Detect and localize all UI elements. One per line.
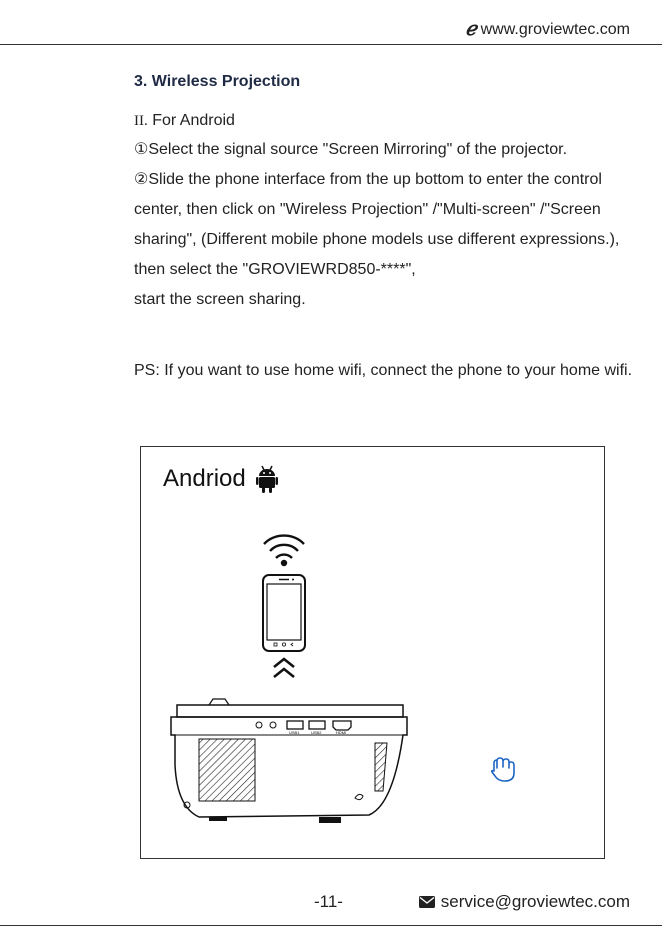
wifi-icon: [261, 532, 307, 568]
footer-email-text: service@groviewtec.com: [440, 892, 630, 911]
phone-icon: [262, 574, 306, 652]
footer-email: [419, 892, 630, 912]
port-label-hdmi: HDMI: [336, 730, 347, 735]
instruction-steps: [134, 135, 649, 315]
double-chevron-up-icon: [271, 656, 297, 680]
header-website: [465, 20, 630, 39]
sub-heading: [134, 106, 649, 136]
browser-icon: ℯ: [465, 19, 477, 40]
step-2-end: start the screen sharing.: [134, 291, 306, 308]
section-title: 3. Wireless Projection: [134, 73, 301, 90]
header-url-text: www.groviewtec.com: [480, 20, 630, 38]
port-label-usb2: USB2: [311, 730, 322, 735]
android-icon: [256, 465, 278, 493]
footer-divider: [0, 925, 662, 926]
header-divider: [0, 44, 662, 45]
projector-image: [169, 695, 409, 827]
port-label-usb1: USB1: [289, 730, 300, 735]
figure-title: [163, 465, 278, 493]
ps-note: PS: If you want to use home wifi, connect the phone to your home wifi.: [134, 362, 633, 379]
page-number: -11-: [314, 892, 343, 911]
figure-title-text: Andriod: [163, 465, 246, 492]
step-2: ②Slide the phone interface from the up bottom to enter the control center, then click on "Wireless Projection" /"Multi-screen" /"Screen sharing", (Different mobile phone models use different expressions.), then select the "GROVIEWRD850-****",: [134, 171, 620, 278]
sub-heading-label: For Android: [152, 112, 235, 129]
envelope-icon: [419, 896, 435, 908]
step-1: ①Select the signal source "Screen Mirroring" of the projector.: [134, 141, 568, 158]
android-illustration: [140, 446, 605, 859]
hand-pointer-icon: [489, 757, 517, 783]
sub-heading-number: II.: [134, 113, 148, 129]
